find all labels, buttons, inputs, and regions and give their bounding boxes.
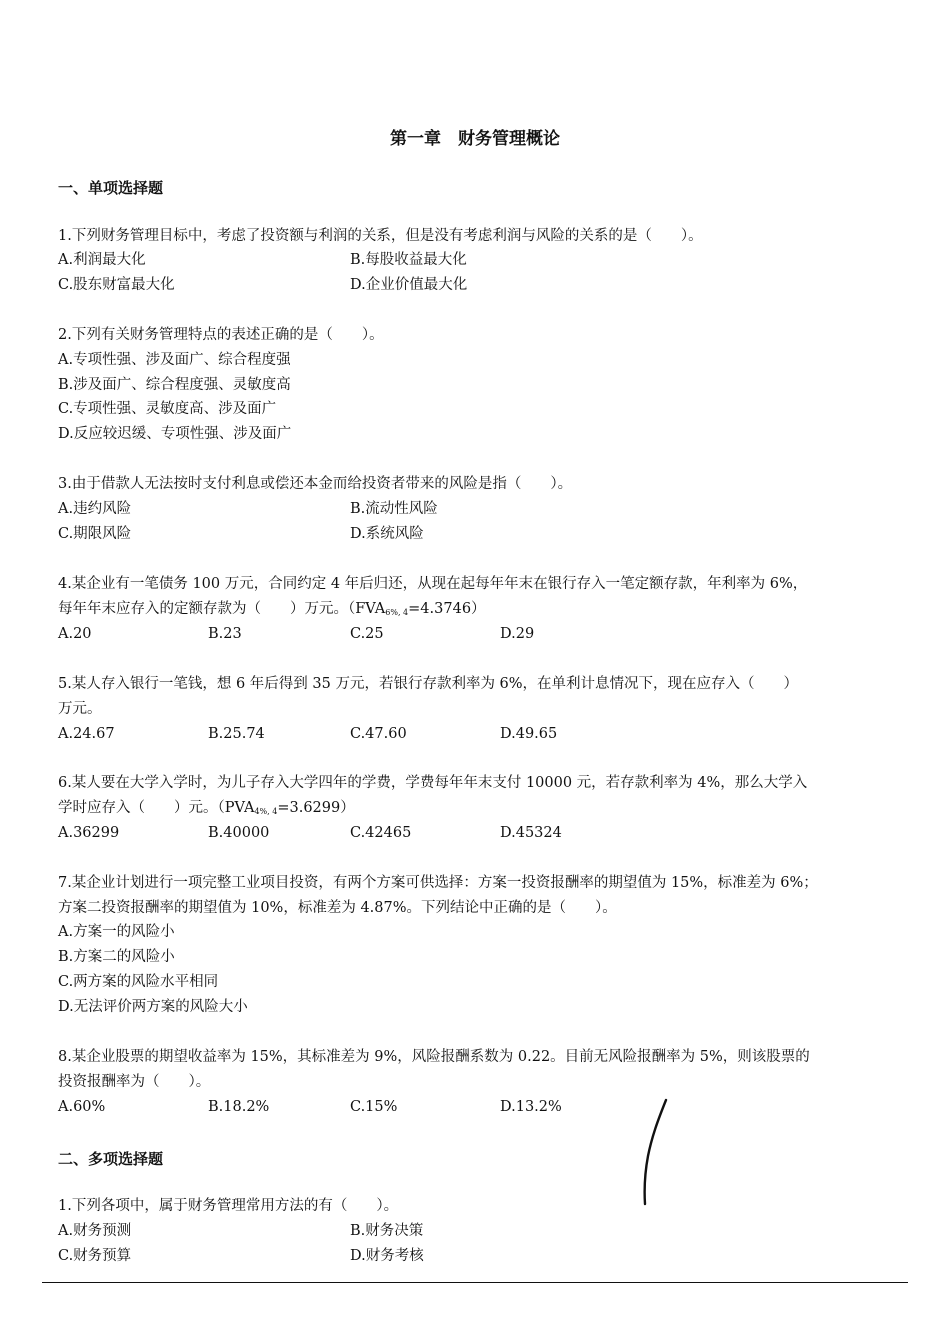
- question-7-option-d: D.无法评价两方案的风险大小: [58, 999, 248, 1015]
- multi-question-1-option-b: B.财务决策: [350, 1223, 424, 1239]
- question-3-option-a: A.违约风险: [58, 501, 132, 517]
- question-4-stem-line2: [58, 600, 486, 622]
- question-4-stem-value: =4.3746）: [408, 601, 486, 617]
- question-5-option-c: C.47.60: [350, 726, 407, 742]
- question-6-stem-line1: 6.某人要在大学入学时，为儿子存入大学四年的学费，学费每年年末支付 10000 元，若存款利率为 4%，那么大学入: [58, 775, 808, 791]
- question-7-stem-line1: 7.某企业计划进行一项完整工业项目投资，有两个方案可供选择：方案一投资报酬率的期望值为 15%，标准差为 6%；: [58, 875, 818, 891]
- section-heading-multi-choice: 二、多项选择题: [58, 1150, 164, 1168]
- question-6-stem-line2: [58, 799, 355, 821]
- question-2-option-a: A.专项性强、涉及面广、综合程度强: [58, 352, 291, 368]
- footer-divider: [42, 1282, 908, 1283]
- pen-stroke-mark: [636, 1096, 676, 1208]
- question-8-stem-line2: 投资报酬率为（ ）。: [58, 1074, 211, 1090]
- question-4-option-b: B.23: [208, 626, 242, 642]
- question-2-stem: 2.下列有关财务管理特点的表述正确的是（ ）。: [58, 327, 384, 343]
- multi-question-1-stem: 1.下列各项中，属于财务管理常用方法的有（ ）。: [58, 1198, 399, 1214]
- question-3-option-c: C.期限风险: [58, 526, 132, 542]
- question-5-option-d: D.49.65: [500, 726, 558, 742]
- section-heading-single-choice: 一、单项选择题: [58, 179, 164, 197]
- question-1-option-d: D.企业价值最大化: [350, 277, 468, 293]
- question-3-option-d: D.系统风险: [350, 526, 424, 542]
- multi-question-1-option-a: A.财务预测: [58, 1223, 132, 1239]
- question-8-option-d: D.13.2%: [500, 1099, 562, 1115]
- question-7-option-b: B.方案二的风险小: [58, 949, 175, 965]
- question-4-option-d: D.29: [500, 626, 535, 642]
- question-8-option-c: C.15%: [350, 1099, 398, 1115]
- question-1-option-c: C.股东财富最大化: [58, 277, 175, 293]
- question-3-stem: 3.由于借款人无法按时支付利息或偿还本金而给投资者带来的风险是指（ ）。: [58, 476, 573, 492]
- question-2-option-d: D.反应较迟缓、专项性强、涉及面广: [58, 426, 292, 442]
- question-4-stem-text: 每年年末应存入的定额存款为（ ）万元。（FVA: [58, 601, 386, 617]
- multi-question-1-option-c: C.财务预算: [58, 1248, 132, 1264]
- question-4-subscript: 6%, 4: [385, 608, 409, 617]
- question-4-option-a: A.20: [58, 626, 92, 642]
- question-1-option-a: A.利润最大化: [58, 252, 146, 268]
- question-4-stem-line1: 4.某企业有一笔债务 100 万元，合同约定 4 年后归还，从现在起每年年末在银行存入一笔定额存款，年利率为 6%，: [58, 576, 808, 592]
- question-5-option-b: B.25.74: [208, 726, 265, 742]
- question-7-option-a: A.方案一的风险小: [58, 924, 175, 940]
- question-6-subscript: 4%, 4: [254, 807, 278, 816]
- question-6-option-d: D.45324: [500, 825, 562, 841]
- question-6-option-c: C.42465: [350, 825, 412, 841]
- question-1-stem: 1.下列财务管理目标中，考虑了投资额与利润的关系，但是没有考虑利润与风险的关系的是（ ）。: [58, 228, 703, 244]
- question-2-option-c: C.专项性强、灵敏度高、涉及面广: [58, 401, 277, 417]
- question-5-option-a: A.24.67: [58, 726, 115, 742]
- question-5-stem-line2: 万元。: [58, 701, 102, 717]
- chapter-title: 第一章 财务管理概论: [390, 129, 560, 149]
- question-1-option-b: B.每股收益最大化: [350, 252, 467, 268]
- question-5-stem-line1: 5.某人存入银行一笔钱，想 6 年后得到 35 万元，若银行存款利率为 6%，在单利计息情况下，现在应存入（ ）: [58, 676, 799, 692]
- question-6-stem-text: 学时应存入（ ）元。（PVA: [58, 800, 255, 816]
- question-6-option-a: A.36299: [58, 825, 120, 841]
- multi-question-1-option-d: D.财务考核: [350, 1248, 424, 1264]
- question-7-stem-line2: 方案二投资报酬率的期望值为 10%，标准差为 4.87%。下列结论中正确的是（ ）。: [58, 900, 617, 916]
- question-8-option-b: B.18.2%: [208, 1099, 270, 1115]
- question-6-stem-value: =3.6299）: [277, 800, 355, 816]
- question-7-option-c: C.两方案的风险水平相同: [58, 974, 219, 990]
- question-6-option-b: B.40000: [208, 825, 270, 841]
- question-8-stem-line1: 8.某企业股票的期望收益率为 15%，其标准差为 9%，风险报酬系数为 0.22。目前无风险报酬率为 5%，则该股票的: [58, 1049, 810, 1065]
- question-2-option-b: B.涉及面广、综合程度强、灵敏度高: [58, 377, 291, 393]
- question-3-option-b: B.流动性风险: [350, 501, 438, 517]
- question-4-option-c: C.25: [350, 626, 384, 642]
- question-8-option-a: A.60%: [58, 1099, 106, 1115]
